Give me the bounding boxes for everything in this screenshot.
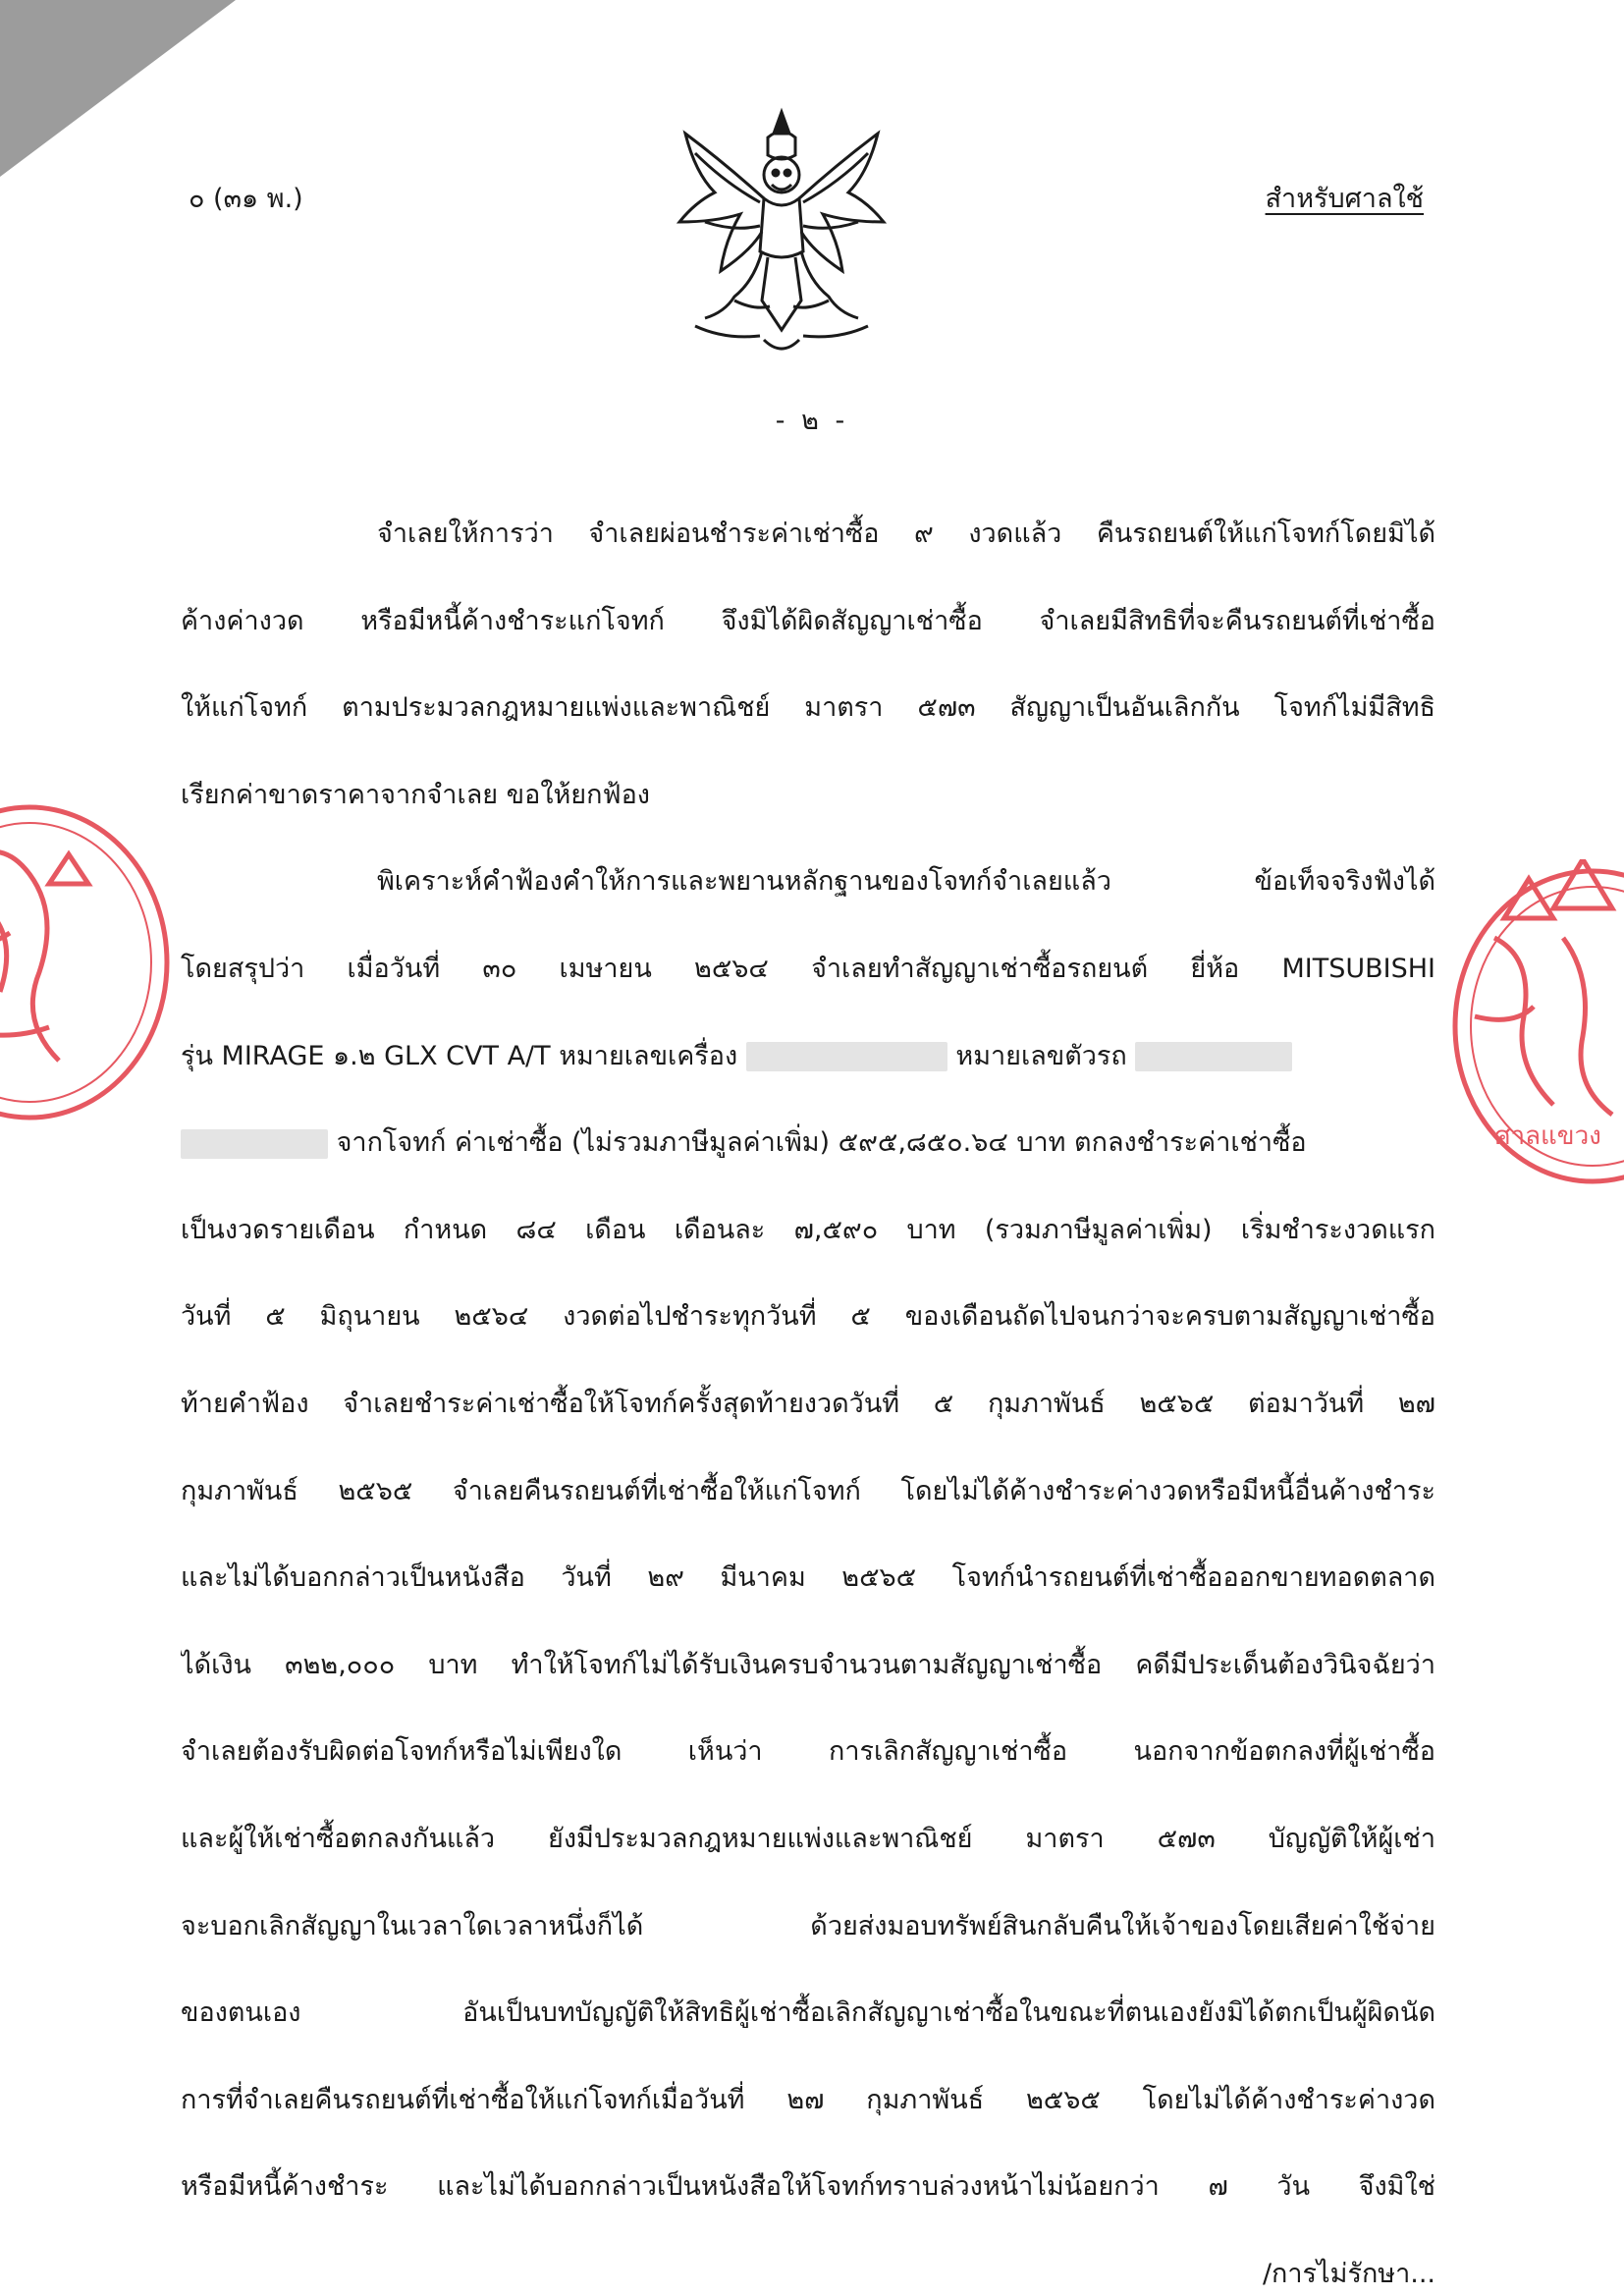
paragraph-line-with-redactions [181,1013,1435,1101]
paragraph-line: การที่จำเลยคืนรถยนต์ที่เช่าซื้อให้แก่โจทก์เมื่อวันที่ ๒๗ กุมภาพันธ์ ๒๕๖๕ โดยไม่ได้ค้างชำระค่างวด [181,2084,1435,2115]
paragraph-line: เป็นงวดรายเดือน กำหนด ๘๔ เดือน เดือนละ ๗,๕๙๐ บาท (รวมภาษีมูลค่าเพิ่ม) เริ่มชำระงวดแรก [181,1214,1435,1245]
redacted-engine-number [746,1042,947,1071]
paragraph-line: และผู้ให้เช่าซื้อตกลงกันแล้ว ยังมีประมวลกฎหมายแพ่งและพาณิชย์ มาตรา ๕๗๓ บัญญัติให้ผู้เช่า [181,1823,1435,1854]
paragraph-line: โดยสรุปว่า เมื่อวันที่ ๓๐ เมษายน ๒๕๖๔ จำเลยทำสัญญาเช่าซื้อรถยนต์ ยี่ห้อ MITSUBISHI [181,953,1435,984]
chassis-label: หมายเลขตัวรถ [955,1040,1127,1071]
paragraph-line: จำเลยให้การว่า จำเลยผ่อนชำระค่าเช่าซื้อ ๙ งวดแล้ว คืนรถยนต์ให้แก่โจทก์โดยมิได้ [377,519,1435,549]
redacted-chassis-number [1135,1042,1292,1071]
paragraph-line: ท้ายคำฟ้อง จำเลยชำระค่าเช่าซื้อให้โจทก์ครั้งสุดท้ายงวดวันที่ ๕ กุมภาพันธ์ ๒๕๖๕ ต่อมาวันที่ ๒๗ [181,1388,1435,1419]
paragraph-line: จำเลยต้องรับผิดต่อโจทก์หรือไม่เพียงใด เห็นว่า การเลิกสัญญาเช่าซื้อ นอกจากข้อตกลงที่ผู้เช่าซื้อ [181,1736,1435,1768]
paragraph-line: กุมภาพันธ์ ๒๕๖๕ จำเลยคืนรถยนต์ที่เช่าซื้อให้แก่โจทก์ โดยไม่ได้ค้างชำระค่างวดหรือมีหนี้อื่นค้างชำระ [181,1475,1435,1506]
garuda-emblem-icon [666,104,897,361]
paragraph-line: หรือมีหนี้ค้างชำระ และไม่ได้บอกกล่าวเป็นหนังสือให้โจทก์ทราบล่วงหน้าไม่น้อยกว่า ๗ วัน จึงมิใช่ [181,2171,1435,2203]
judgment-body [181,491,1435,2296]
page-number: - ๒ - [775,406,849,436]
paragraph-line: และไม่ได้บอกกล่าวเป็นหนังสือ วันที่ ๒๙ มีนาคม ๒๕๖๕ โจทก์นำรถยนต์ที่เช่าซื้อออกขายทอดตลาด [181,1562,1435,1594]
paragraph-line: ให้แก่โจทก์ ตามประมวลกฎหมายแพ่งและพาณิชย์ มาตรา ๕๗๓ สัญญาเป็นอันเลิกกัน โจทก์ไม่มีสิทธิ [181,692,1435,724]
form-code: ๐ (๓๑ พ.) [189,184,303,214]
price-text: จากโจทก์ ค่าเช่าซื้อ (ไม่รวมภาษีมูลค่าเพิ่ม) ๕๙๕,๘๕๐.๖๔ บาท ตกลงชำระค่าเช่าซื้อ [336,1127,1307,1159]
paragraph-line: ค้างค่างวด หรือมีหนี้ค้างชำระแก่โจทก์ จึงมิได้ผิดสัญญาเช่าซื้อ จำเลยมีสิทธิที่จะคืนรถยนต์ที่เช่าซื้อ [181,605,1435,636]
seal-caption: ศาลแขวง [1494,1121,1601,1151]
court-seal-stamp-right [1435,859,1624,1193]
continuation-marker: /การไม่รักษา... [1262,2258,1435,2289]
paragraph-line: เรียกค่าขาดราคาจากจำเลย ขอให้ยกฟ้อง [181,779,650,810]
paragraph-line: ได้เงิน ๓๒๒,๐๐๐ บาท ทำให้โจทก์ไม่ได้รับเงินครบจำนวนตามสัญญาเช่าซื้อ คดีมีประเด็นต้องวินิจฉัยว่า [181,1649,1435,1680]
paragraph-line: วันที่ ๕ มิถุนายน ๒๕๖๔ งวดต่อไปชำระทุกวันที่ ๕ ของเดือนถัดไปจนกว่าจะครบตามสัญญาเช่าซื้อ [181,1301,1435,1333]
folded-corner [0,0,236,177]
for-court-use-label: สำหรับศาลใช้ [1265,184,1424,214]
engine-model-text: รุ่น MIRAGE ๑.๒ GLX CVT A/T หมายเลขเครื่อง [181,1040,738,1071]
court-seal-stamp-left [0,795,177,1129]
paragraph-line: ของตนเอง อันเป็นบทบัญญัติให้สิทธิผู้เช่าซื้อเลิกสัญญาเช่าซื้อในขณะที่ตนเองยังมิได้ตกเป็นผู้ผิดนัด [181,1997,1435,2029]
paragraph-line: พิเคราะห์คำฟ้องคำให้การและพยานหลักฐานของโจทก์จำเลยแล้ว ข้อเท็จจริงฟังได้ [377,866,1435,898]
redacted-chassis-number-continued [181,1129,328,1159]
paragraph-line: จะบอกเลิกสัญญาในเวลาใดเวลาหนึ่งก็ได้ ด้วยส่งมอบทรัพย์สินกลับคืนให้เจ้าของโดยเสียค่าใช้จ่าย [181,1910,1435,1941]
paragraph-line-with-redaction [181,1100,1435,1187]
